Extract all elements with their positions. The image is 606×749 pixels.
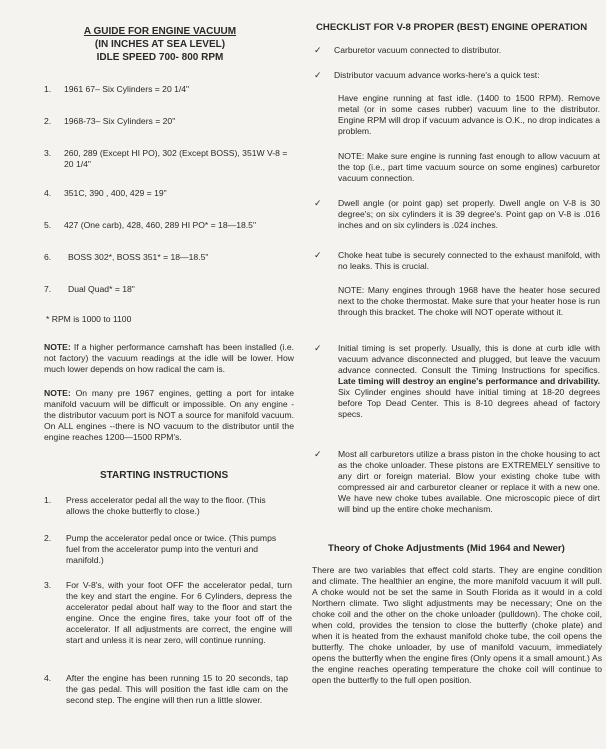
note-text: On many pre 1967 engines, getting a port for intake manifold vacuum will be difficult or impossible. On any engine -the distributor vacuum port is NOT a source for manifold vacuum. On ALL engines --there is NO vacuum to the distributor until the engine reaches 1200—1500 RPM's. bbox=[44, 388, 294, 442]
checklist-item-timing bbox=[338, 343, 600, 420]
list-item: 427 (One carb), 428, 460, 289 HI PO* = 18—18.5" bbox=[64, 220, 256, 230]
vacuum-advance-test: Have engine running at fast idle. (1400 to 1500 RPM). Remove metal (or in some cases rubber) vacuum line to the distributor. Engine RPM will drop if vacuum advance is O.K., no drop indicates a problem. bbox=[338, 93, 600, 136]
timing-warning: Late timing will destroy an engine's performance and drivability. bbox=[338, 376, 600, 386]
check-icon: ✓ bbox=[314, 343, 322, 353]
checklist-item: Carburetor vacuum connected to distributor. bbox=[334, 45, 502, 55]
note-manifold-vacuum bbox=[44, 388, 294, 443]
theory-heading: Theory of Choke Adjustments (Mid 1964 and Newer) bbox=[328, 543, 565, 554]
list-item: 1961 67– Six Cylinders = 20 1/4" bbox=[64, 84, 190, 94]
theory-text: There are two variables that effect cold starts. They are engine condition and climate. The healthier an engine, the more manifold vacuum it will pull. A choke would not be set the same in South Florida as it would in a cold Northern climate. Two slight adjustments may be necessary; One on the choke coil and the other on the choke unloader (pulldown). The choke coil, when cold, provides the tension to close the butterfly (choke plate) and when it is heated from the exhaust manifold choke tube, the coil opens the butterfly. The choke unloader, by use of manifold vacuum, immediately opens the butterfly when the engine fires (Only opens it a small amount.) As the engine reaches operating temperature the choke coil will continue to open the butterfly to the full open position. bbox=[312, 565, 602, 685]
list-item: 1968-73– Six Cylinders = 20" bbox=[64, 116, 176, 126]
check-icon: ✓ bbox=[314, 45, 322, 55]
timing-text: Initial timing is set properly. Usually, this is done at curb idle with vacuum advance disconnected and plugged, but leave the vacuum advance connected. Consult the Timing Instructions for specifics. bbox=[338, 343, 600, 375]
list-item: 260, 289 (Except HI PO), 302 (Except BOSS), 351W V-8 = 20 1/4" bbox=[64, 148, 288, 169]
timing-text-2: Six Cylinder engines should have initial timing at 18-20 degrees before Top Dead Center. This is 8-10 degrees ahead of factory specs. bbox=[338, 387, 600, 419]
list-item-number: 3. bbox=[44, 148, 52, 158]
check-icon: ✓ bbox=[314, 198, 322, 208]
list-item: BOSS 302*, BOSS 351* = 18—18.5" bbox=[68, 252, 209, 262]
list-item-number: 1. bbox=[44, 84, 52, 94]
title-line-1: A GUIDE FOR ENGINE VACUUM bbox=[83, 26, 237, 37]
vacuum-guide-title bbox=[60, 26, 260, 64]
list-item-number: 7. bbox=[44, 284, 52, 294]
check-icon: ✓ bbox=[314, 449, 322, 459]
note-camshaft bbox=[44, 342, 294, 375]
list-item-number: 5. bbox=[44, 220, 52, 230]
vacuum-advance-note: NOTE: Make sure engine is running fast enough to allow vacuum at the top (i.e., part time vacuum source on some engines) carburetor vacuum connection. bbox=[338, 151, 600, 183]
list-item-number: 6. bbox=[44, 252, 52, 262]
step-text: Press accelerator pedal all the way to the floor. (This allows the choke butterfly to close.) bbox=[66, 495, 266, 516]
checklist-heading: CHECKLIST FOR V-8 PROPER (BEST) ENGINE OPERATION bbox=[316, 22, 588, 33]
step-text: For V-8's, with your foot OFF the accelerator pedal, turn the key and start the engine. For 6 Cylinders, depress the accelerator pedal about half way to the floor and start the engine. Once the engine fires, take your foot off of the accelerator. If all adjustments are correct, the engine will start and unless it is near zero, will continue running. bbox=[66, 580, 292, 645]
starting-instructions-heading: STARTING INSTRUCTIONS bbox=[100, 470, 229, 481]
checklist-item-dwell: Dwell angle (or point gap) set properly. Dwell angle on V-8 is 30 degree's; on six cylinders it is 39 degree's. Point gap on V-8 is .016 inches and on six cylinders is .024 inches. bbox=[338, 198, 600, 230]
note-label: NOTE: bbox=[44, 342, 71, 352]
checklist-item-choke-heat: Choke heat tube is securely connected to the exhaust manifold, with no leaks. This is crucial. bbox=[338, 250, 600, 271]
checklist-item: Distributor vacuum advance works-here's a quick test: bbox=[334, 70, 540, 80]
list-item-number: 4. bbox=[44, 188, 52, 198]
list-item: 351C, 390 , 400, 429 = 19" bbox=[64, 188, 167, 198]
check-icon: ✓ bbox=[314, 70, 322, 80]
rpm-footnote: * RPM is 1000 to 1100 bbox=[46, 314, 132, 324]
note-label: NOTE: bbox=[44, 388, 71, 398]
list-item-number: 2. bbox=[44, 116, 52, 126]
choke-note: NOTE: Many engines through 1968 have the heater hose secured next to the choke thermostat. Make sure that your heater hose is run through this bracket. The choke will NOT operate without it. bbox=[338, 285, 600, 317]
check-icon: ✓ bbox=[314, 250, 322, 260]
step-number: 3. bbox=[44, 580, 52, 590]
step-number: 2. bbox=[44, 533, 52, 543]
checklist-item-carburetors: Most all carburetors utilize a brass piston in the choke housing to act as the choke unloader. These pistons are EXTREMELY sensitive to any dirt or foreign material. Blow your existing choke tube with compressed air and carburetor cleaner or replace it with a new one. We have new choke tubes available. One microscopic piece of dirt will bind up the entire choke mechanism. bbox=[338, 449, 600, 514]
step-number: 1. bbox=[44, 495, 52, 505]
title-line-2: (IN INCHES AT SEA LEVEL) bbox=[94, 38, 226, 50]
step-text: Pump the accelerator pedal once or twice. (This pumps fuel from the accelerator pump into the venturi and manifold.) bbox=[66, 533, 277, 565]
list-item: Dual Quad* = 18" bbox=[68, 284, 135, 294]
step-number: 4. bbox=[44, 673, 52, 683]
step-text: After the engine has been running 15 to 20 seconds, tap the gas pedal. This will position the fast idle cam on the second step. The engine will then run a little slower. bbox=[66, 673, 288, 705]
title-line-3: IDLE SPEED 700- 800 RPM bbox=[96, 51, 224, 63]
note-text: If a higher performance camshaft has been installed (i.e. not factory) the vacuum readings at the idle will be lower. How much lower depends on how radical the cam is. bbox=[44, 342, 295, 374]
